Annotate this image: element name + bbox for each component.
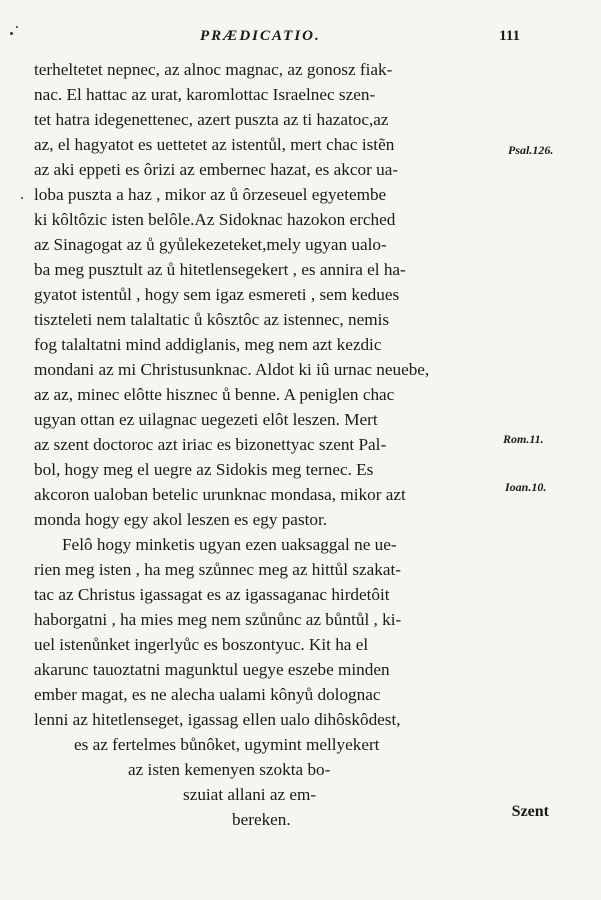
text-line: fog talaltatni mind addiglanis, meg nem azt kezdic (34, 335, 382, 354)
text-line: monda hogy egy akol leszen es egy pastor. (34, 510, 328, 529)
text-line: lenni az hitetlenseget, igassag ellen ualo dihôskôdest, (34, 710, 401, 729)
text-line: ba meg pusztult az ů hitetlensegekert , es annira el ha- (34, 260, 406, 279)
text-line: mondani az mi Christusunknac. Aldot ki iû urnac neuebe, (34, 360, 430, 379)
text-line: az aki eppeti es ôrizi az embernec hazat, es akcor ua- (34, 160, 399, 179)
margin-note-reference: Ioan.10. (505, 480, 547, 494)
text-line: az isten kemenyen szokta bo- (128, 760, 331, 779)
text-line: uel istenůnket ingerlyůc es boszontyuc. Kit ha el (34, 635, 369, 654)
text-line: az szent doctoroc azt iriac es bizonettyac szent Pal- (34, 435, 387, 454)
text-line: es az fertelmes bůnôket, ugymint mellyekert (74, 735, 380, 754)
text-line: nac. El hattac az urat, karomlottac Israelnec szen- (34, 85, 376, 104)
text-line: tac az Christus igassagat es az igassaganac hirdetôit (34, 585, 390, 604)
text-line: az az, minec elôtte hisznec ů benne. A peniglen chac (34, 385, 395, 404)
page-header (120, 26, 520, 52)
ink-speck (10, 32, 13, 35)
text-line: az, el hagyatot es uettetet az istentůl, mert chac istẽn (34, 135, 395, 154)
text-line: tet hatra idegenettenec, azert puszta az ti hazatoc,az (34, 110, 389, 129)
text-line: gyatot istentůl , hogy sem igaz esmereti , sem kedues (34, 285, 400, 304)
text-line: akcoron ualoban betelic urunknac mondasa, mikor azt (34, 485, 406, 504)
text-line: haborgatni , ha mies meg nem szůnůnc az bůntůl , ki- (34, 610, 402, 629)
running-head: PRÆDICATIO. (200, 28, 321, 44)
margin-note-reference: Psal.126. (508, 143, 554, 157)
text-line: szuiat allani az em- (183, 785, 317, 804)
text-line: rien meg isten , ha meg szůnnec meg az hittůl szakat- (34, 560, 402, 579)
text-line: bereken. (232, 810, 291, 829)
text-line: ember magat, es ne alecha ualami kônyů dolognac (34, 685, 381, 704)
text-line: terheltetet nepnec, az alnoc magnac, az gonosz fiak- (34, 60, 393, 79)
catchword: Szent (511, 803, 549, 820)
ink-speck (16, 26, 18, 28)
page-number: 111 (499, 28, 520, 44)
text-line: Felô hogy minketis ugyan ezen uaksaggal ne ue- (62, 535, 397, 554)
margin-note-reference: Rom.11. (503, 432, 544, 446)
text-line: az Sinagogat az ů gyůlekezeteket,mely ugyan ualo- (34, 235, 387, 254)
ink-speck (21, 197, 23, 199)
text-line: ki kôltôzic isten belôle.Az Sidoknac hazokon erched (34, 210, 396, 229)
text-line: akarunc tauoztatni magunktul uegye eszebe minden (34, 660, 390, 679)
text-line: loba puszta a haz , mikor az ů ôrzeseuel egyetembe (34, 185, 387, 204)
text-line: ugyan ottan ez uilagnac uegezeti elôt leszen. Mert (34, 410, 378, 429)
text-line: tiszteleti nem talaltatic ů kôsztôc az istennec, nemis (34, 310, 390, 329)
text-line: bol, hogy meg el uegre az Sidokis meg ternec. Es (34, 460, 374, 479)
